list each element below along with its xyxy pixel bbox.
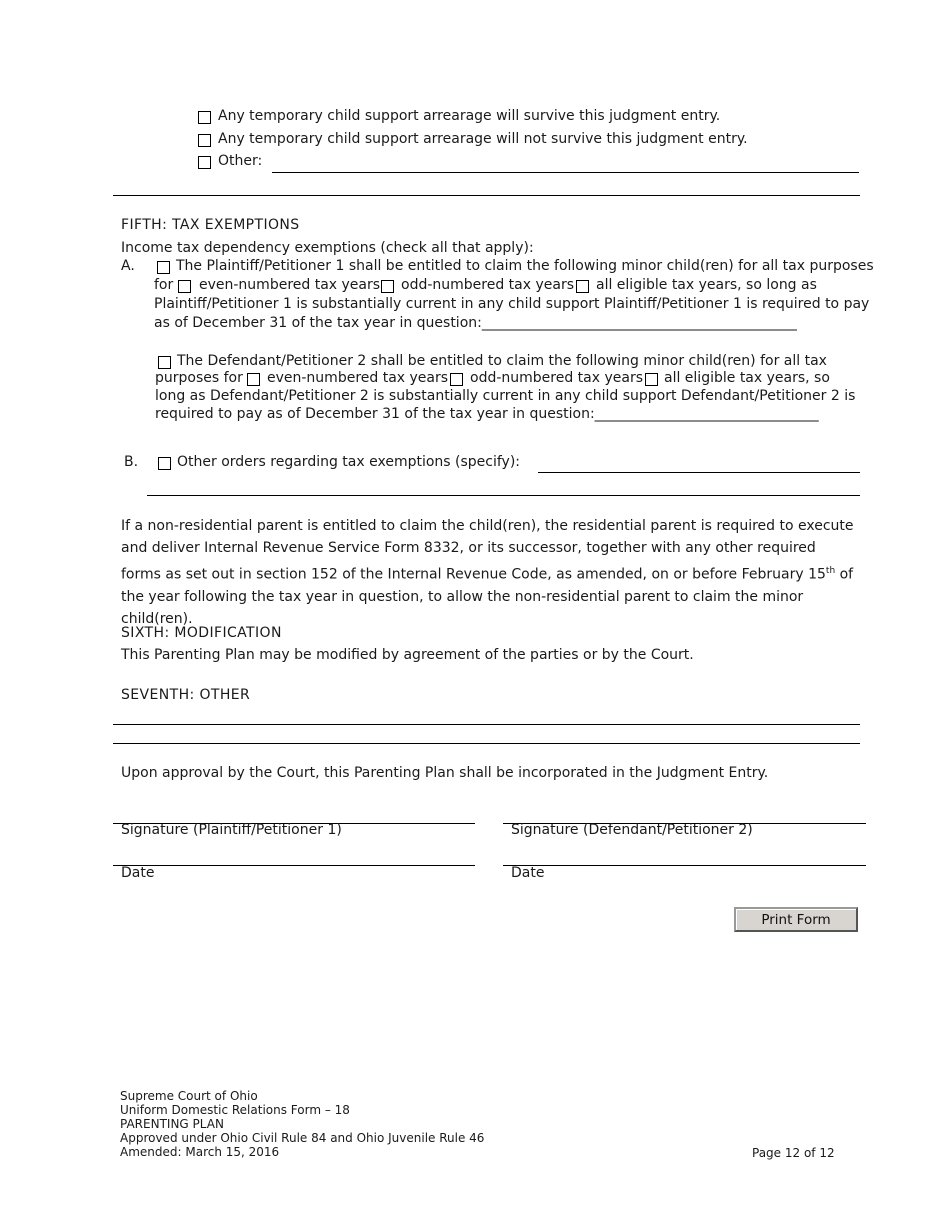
fifth-intro: Income tax dependency exemptions (check all that apply):	[121, 240, 534, 256]
plaintiff-claim-checkbox[interactable]	[157, 261, 170, 274]
form-8332-paragraph: If a non-residential parent is entitled to claim the child(ren), the residential parent is required to execute and deliver Internal Revenue Service Form 8332, or its successor, together with any other required forms as set out in section 152 of the Internal Revenue Code, as amended, on or before February 15th of the year following the tax year in question, to allow the non-residential parent to claim the minor child(ren).	[121, 518, 854, 627]
other-orders-checkbox[interactable]	[158, 457, 171, 470]
option-b-label: B.	[124, 454, 139, 470]
defendant-signature-label: Signature (Defendant/Petitioner 2)	[511, 822, 753, 838]
arrearage-not-survive-label: Any temporary child support arrearage will not survive this judgment entry.	[218, 131, 748, 147]
footer-court: Supreme Court of Ohio	[120, 1089, 258, 1103]
option-a-label: A.	[121, 258, 135, 274]
defendant-all-label: all eligible tax years, so	[664, 370, 830, 386]
plaintiff-odd-label: odd-numbered tax years	[401, 277, 575, 293]
plaintiff-for-text: for	[154, 277, 174, 293]
defendant-claim-text: The Defendant/Petitioner 2 shall be entitled to claim the following minor child(ren) for all tax	[177, 353, 827, 369]
defendant-even-label: even-numbered tax years	[267, 370, 449, 386]
seventh-other-field[interactable]	[113, 724, 860, 725]
plaintiff-all-label: all eligible tax years, so long as	[596, 277, 817, 293]
defendant-purposes-text: purposes for	[155, 370, 243, 386]
seventh-heading: SEVENTH: OTHER	[121, 687, 251, 703]
arrearage-not-survive-checkbox[interactable]	[198, 134, 211, 147]
defendant-condition-text: long as Defendant/Petitioner 2 is substantially current in any child support Defendant/Petitioner 2 is	[155, 388, 856, 404]
plaintiff-claim-text: The Plaintiff/Petitioner 1 shall be entitled to claim the following minor child(ren) for all tax purposes	[176, 258, 874, 274]
plaintiff-question-text[interactable]: as of December 31 of the tax year in question:_____________________________________________	[154, 315, 797, 331]
footer-approval: Approved under Ohio Civil Rule 84 and Ohio Juvenile Rule 46	[120, 1131, 485, 1145]
page-number: Page 12 of 12	[752, 1146, 835, 1160]
arrearage-other-field[interactable]	[272, 172, 859, 173]
plaintiff-condition-text: Plaintiff/Petitioner 1 is substantially current in any child support Plaintiff/Petitioner 1 is required to pay	[154, 296, 870, 312]
plaintiff-all-checkbox[interactable]	[576, 280, 589, 293]
plaintiff-even-checkbox[interactable]	[178, 280, 191, 293]
defendant-odd-label: odd-numbered tax years	[470, 370, 644, 386]
footer-info	[120, 1089, 484, 1159]
defendant-date-label: Date	[511, 865, 545, 881]
defendant-all-checkbox[interactable]	[645, 373, 658, 386]
print-form-button[interactable]: Print Form	[734, 907, 858, 932]
seventh-other-field-2[interactable]	[113, 743, 860, 744]
defendant-date-line[interactable]	[503, 865, 866, 866]
arrearage-other-checkbox[interactable]	[198, 156, 211, 169]
sixth-heading: SIXTH: MODIFICATION	[121, 625, 282, 641]
approval-text: Upon approval by the Court, this Parenting Plan shall be incorporated in the Judgment Entry.	[121, 765, 769, 781]
fifth-heading: FIFTH: TAX EXEMPTIONS	[121, 217, 300, 233]
section-divider	[113, 195, 860, 196]
plaintiff-signature-label: Signature (Plaintiff/Petitioner 1)	[121, 822, 342, 838]
other-orders-field[interactable]	[538, 472, 860, 473]
footer-form-title: PARENTING PLAN	[120, 1117, 224, 1131]
defendant-question-text[interactable]: required to pay as of December 31 of the tax year in question:________________________________	[155, 406, 819, 422]
defendant-claim-checkbox[interactable]	[158, 356, 171, 369]
defendant-even-checkbox[interactable]	[247, 373, 260, 386]
other-orders-field-2[interactable]	[147, 495, 860, 496]
plaintiff-date-label: Date	[121, 865, 155, 881]
arrearage-other-label: Other:	[218, 153, 263, 169]
footer-amended: Amended: March 15, 2016	[120, 1145, 280, 1159]
other-orders-label: Other orders regarding tax exemptions (specify):	[177, 454, 521, 470]
plaintiff-date-line[interactable]	[113, 865, 475, 866]
defendant-odd-checkbox[interactable]	[450, 373, 463, 386]
arrearage-survive-label: Any temporary child support arrearage will survive this judgment entry.	[218, 108, 721, 124]
plaintiff-even-label: even-numbered tax years	[199, 277, 381, 293]
plaintiff-odd-checkbox[interactable]	[381, 280, 394, 293]
footer-form-number: Uniform Domestic Relations Form – 18	[120, 1103, 350, 1117]
arrearage-survive-checkbox[interactable]	[198, 111, 211, 124]
sixth-text: This Parenting Plan may be modified by agreement of the parties or by the Court.	[121, 647, 694, 663]
